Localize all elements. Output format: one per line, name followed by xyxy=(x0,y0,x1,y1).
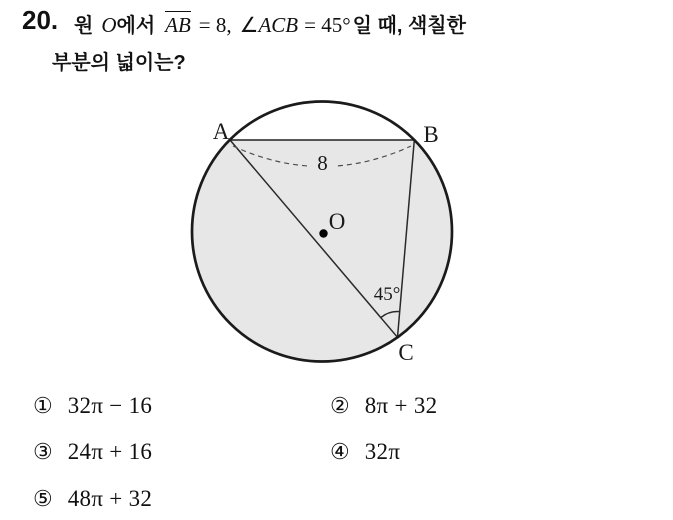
choice-5-number: ⑤ xyxy=(33,486,53,511)
choice-1-number: ① xyxy=(33,393,53,418)
choice-4-number: ④ xyxy=(330,439,350,464)
label-c: C xyxy=(398,340,414,365)
label-o: O xyxy=(328,209,346,234)
choice-4[interactable] xyxy=(330,439,400,465)
choice-4-expr: 32π xyxy=(364,439,401,464)
center-dot xyxy=(319,229,327,237)
label-a: A xyxy=(212,119,230,144)
choice-1[interactable] xyxy=(33,393,152,419)
choice-2-expr: 8π + 32 xyxy=(364,393,438,418)
choice-3-expr: 24π + 16 xyxy=(67,439,153,464)
choice-2-number: ② xyxy=(330,393,350,418)
choice-1-expr: 32π − 16 xyxy=(67,393,153,418)
math-circle-o: O xyxy=(101,13,117,37)
text-line2: 부분의 넓이는? xyxy=(52,52,186,74)
math-eq-45: = 45° xyxy=(304,13,351,37)
angle-symbol: ∠ xyxy=(239,13,259,37)
angle-label: 45° xyxy=(373,284,401,305)
label-b: B xyxy=(423,122,439,147)
math-segment-ab: AB xyxy=(165,13,191,37)
math-eq-8: = 8, xyxy=(198,13,232,37)
text-tail: 일 때, 색칠한 xyxy=(352,15,466,37)
text-eseo: 에서 xyxy=(116,15,156,37)
choice-2[interactable] xyxy=(330,393,437,419)
text-won: 원 xyxy=(74,15,94,37)
problem-number: 20. xyxy=(22,5,59,35)
choice-5-expr: 48π + 32 xyxy=(67,486,153,511)
chord-length-label: 8 xyxy=(317,151,328,175)
choice-3[interactable] xyxy=(33,439,152,465)
choice-5[interactable] xyxy=(33,486,152,512)
choice-3-number: ③ xyxy=(33,439,53,464)
math-acb: ACB xyxy=(258,13,299,37)
